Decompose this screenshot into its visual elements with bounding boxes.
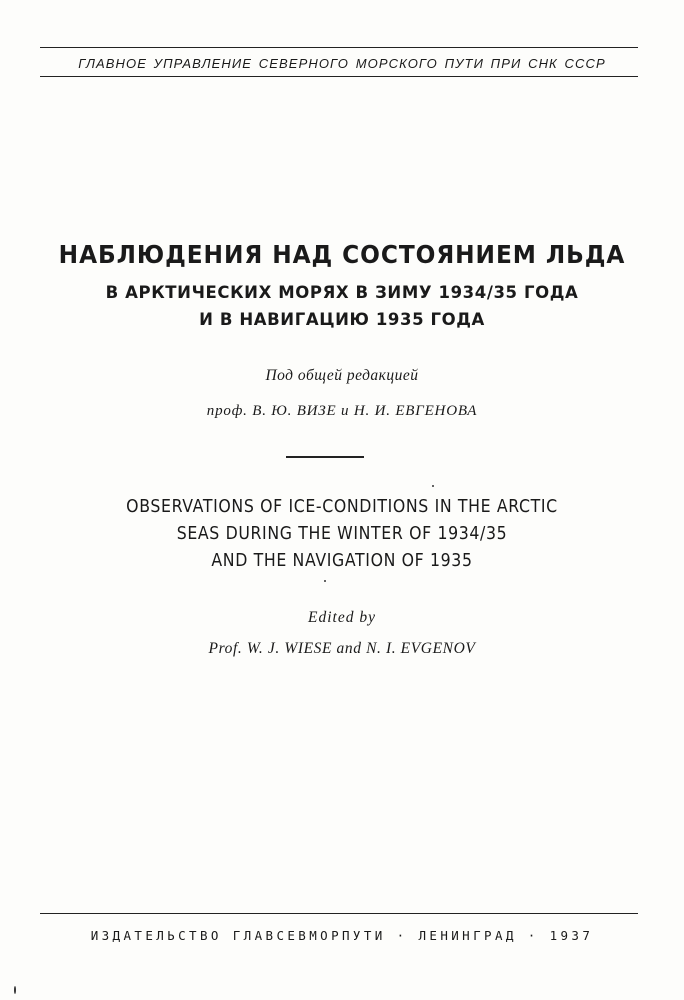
title-ru-line-1: НАБЛЮДЕНИЯ НАД СОСТОЯНИЕМ ЛЬДА [58, 240, 626, 269]
title-en-line-1: OBSERVATIONS OF ICE-CONDITIONS IN THE ARCTIC [126, 497, 558, 517]
editors-en-label: Edited by [308, 609, 376, 626]
publisher-imprint: ИЗДАТЕЛЬСТВО ГЛАВСЕВМОРПУТИ · ЛЕНИНГРАД · 1937 [90, 928, 594, 943]
paper-speck [432, 485, 434, 487]
title-en-line-2: SEAS DURING THE WINTER OF 1934/35 [176, 524, 508, 544]
paper-speck [324, 580, 326, 582]
title-en-line-3: AND THE NAVIGATION OF 1935 [211, 551, 473, 571]
editors-ru-names: проф. В. Ю. ВИЗЕ и Н. И. ЕВГЕНОВА [206, 403, 478, 419]
header-top-rule [40, 47, 638, 48]
title-ru-line-2: В АРКТИЧЕСКИХ МОРЯХ В ЗИМУ 1934/35 ГОДА [105, 283, 579, 302]
footer-top-rule [40, 913, 638, 914]
header-bottom-rule [40, 76, 638, 77]
section-divider [286, 456, 364, 458]
publisher-organization: ГЛАВНОЕ УПРАВЛЕНИЕ СЕВЕРНОГО МОРСКОГО ПУТИ ПРИ СНК СССР [78, 56, 606, 71]
paper-speck [14, 986, 16, 994]
editors-ru-label: Под общей редакцией [265, 367, 419, 384]
title-ru-line-3: И В НАВИГАЦИЮ 1935 ГОДА [199, 310, 485, 329]
editors-en-names: Prof. W. J. WIESE and N. I. EVGENOV [208, 640, 476, 657]
